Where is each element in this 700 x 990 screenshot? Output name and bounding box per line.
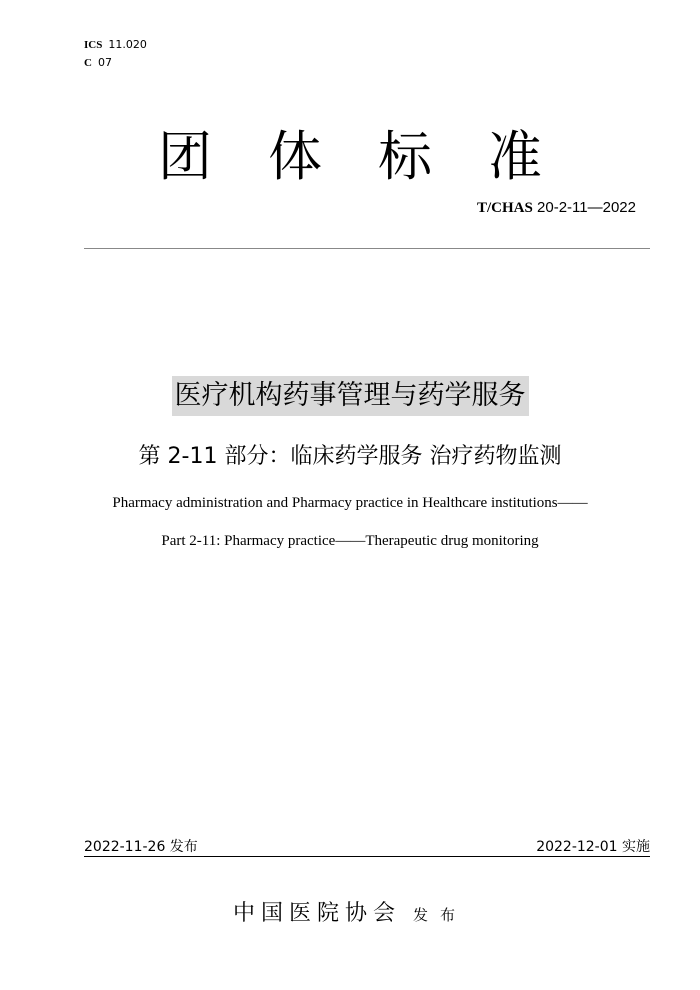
publish-action: 发布 (413, 906, 468, 924)
ics-line (84, 36, 147, 54)
publisher-name: 中国医院协会 (232, 901, 401, 926)
standard-code-prefix: T/CHAS (477, 200, 533, 216)
header-divider (84, 248, 650, 249)
ccs-line (84, 54, 147, 72)
ics-label: ICS (84, 39, 103, 51)
standard-type-heading: 团体标准 (158, 125, 598, 188)
implement-date: 2022-12-01 实施 (536, 839, 650, 855)
ccs-value: 07 (97, 56, 112, 69)
classification-block (84, 36, 147, 72)
ics-value: 11.020 (108, 38, 147, 51)
publisher-line (0, 898, 700, 931)
english-title-line-2: Part 2-11: Pharmacy practice——Therapeutic drug monitoring (161, 533, 539, 549)
main-title: 医疗机构药事管理与药学服务 (172, 376, 529, 416)
standard-code-number: 20-2-11—2022 (537, 199, 636, 216)
english-title-line-1: Pharmacy administration and Pharmacy practice in Healthcare institutions—— (112, 495, 588, 511)
main-title-wrap (0, 376, 700, 416)
ccs-label: C (84, 57, 92, 69)
footer-divider (84, 856, 650, 857)
standard-code (477, 198, 636, 218)
sub-title: 第 2-11 部分：临床药学服务 治疗药物监测 (138, 444, 562, 469)
publish-date: 2022-11-26 发布 (84, 839, 198, 855)
